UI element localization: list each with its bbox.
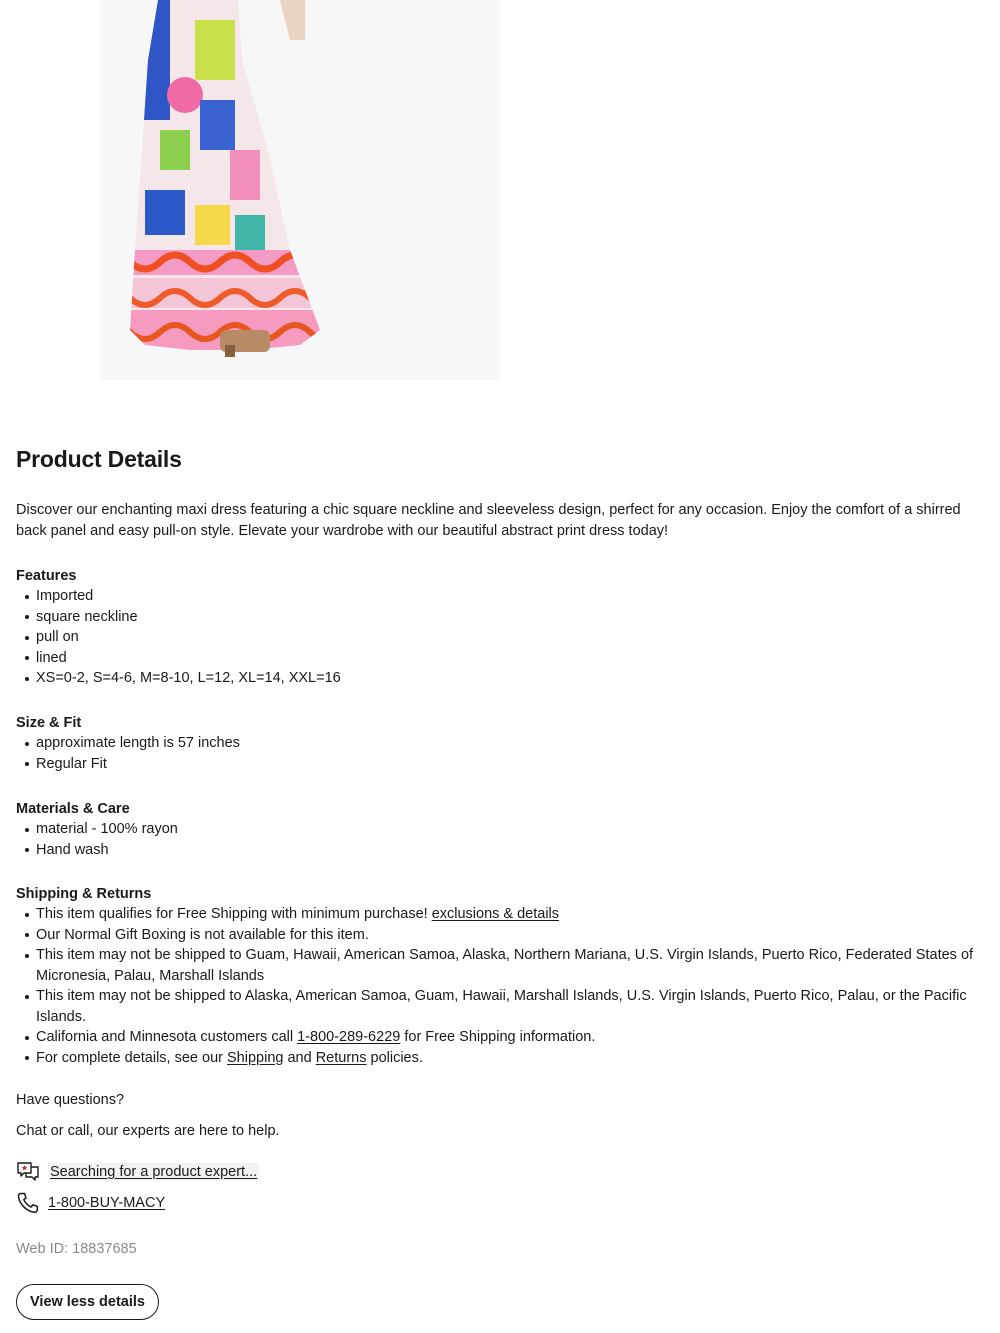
size-fit-heading: Size & Fit [16,715,82,731]
exclusions-details-link[interactable]: exclusions & details [431,906,560,922]
list-item: material - 100% rayon [16,819,981,840]
web-id: Web ID: 18837685 [16,1241,137,1257]
list-item [16,1048,981,1069]
product-description: Discover our enchanting maxi dress featuring a chic square neckline and sleeveless design, perfect for any occasion. Enjoy the comfort of a shirred back panel and easy pull-on style. Elevate your wardrobe with our beautiful abstract print dress today! [16,502,961,539]
list-item: Hand wash [16,840,981,861]
list-item [16,904,981,925]
list-item: approximate length is 57 inches [16,733,981,754]
shipping-text: This item qualifies for Free Shipping with minimum purchase! [36,906,432,922]
returns-policy-link[interactable]: Returns [315,1049,367,1066]
features-list [16,586,981,689]
features-heading: Features [16,568,77,584]
materials-section [16,799,981,860]
list-item: Imported [16,586,981,607]
phone-row[interactable] [16,1191,165,1215]
chat-row[interactable] [16,1160,259,1184]
shipping-list [16,904,981,1068]
buy-macy-phone-link[interactable]: 1-800-BUY-MACY [48,1195,166,1211]
free-shipping-phone-link[interactable]: 1-800-289-6229 [297,1029,401,1045]
list-item: Regular Fit [16,754,981,775]
shipping-text: California and Minnesota customers call [36,1029,298,1045]
size-fit-list [16,733,981,774]
list-item: lined [16,648,981,669]
chat-expert-link[interactable]: Searching for a product expert... [50,1164,258,1180]
list-item: XS=0-2, S=4-6, M=8-10, L=12, XL=14, XXL=16 [16,668,981,689]
shipping-returns-section [16,884,981,1068]
size-fit-section [16,713,981,774]
materials-list [16,819,981,860]
help-title: Have questions? [16,1092,125,1108]
help-subtitle: Chat or call, our experts are here to help. [16,1123,280,1139]
list-item: This item may not be shipped to Alaska, American Samoa, Guam, Hawaii, Marshall Islands, U.S. Virgin Islands, Puerto Rico, Palau, or the Pacific Islands. [16,986,981,1027]
view-less-details-button[interactable]: View less details [16,1284,159,1320]
phone-icon [16,1191,40,1215]
product-image [100,0,500,380]
dress-illustration [100,0,500,380]
shipping-heading: Shipping & Returns [16,886,152,902]
list-item [16,1027,981,1048]
shipping-text: For complete details, see our [36,1049,228,1066]
materials-heading: Materials & Care [16,801,130,817]
list-item: Our Normal Gift Boxing is not available for this item. [16,925,981,946]
list-item: pull on [16,627,981,648]
chat-bubbles-icon [16,1160,40,1184]
section-title: Product Details [16,446,182,472]
list-item: This item may not be shipped to Guam, Hawaii, American Samoa, Alaska, Northern Mariana, U.S. Virgin Islands, Puerto Rico, Federated States of Micronesia, Palau, Marshall Islands [16,945,981,986]
features-section [16,566,981,689]
list-item: square neckline [16,607,981,628]
shipping-text: policies. [366,1049,423,1066]
shipping-text: for Free Shipping information. [400,1029,596,1045]
shipping-policy-link[interactable]: Shipping [227,1049,284,1066]
shipping-text: and [283,1049,316,1066]
